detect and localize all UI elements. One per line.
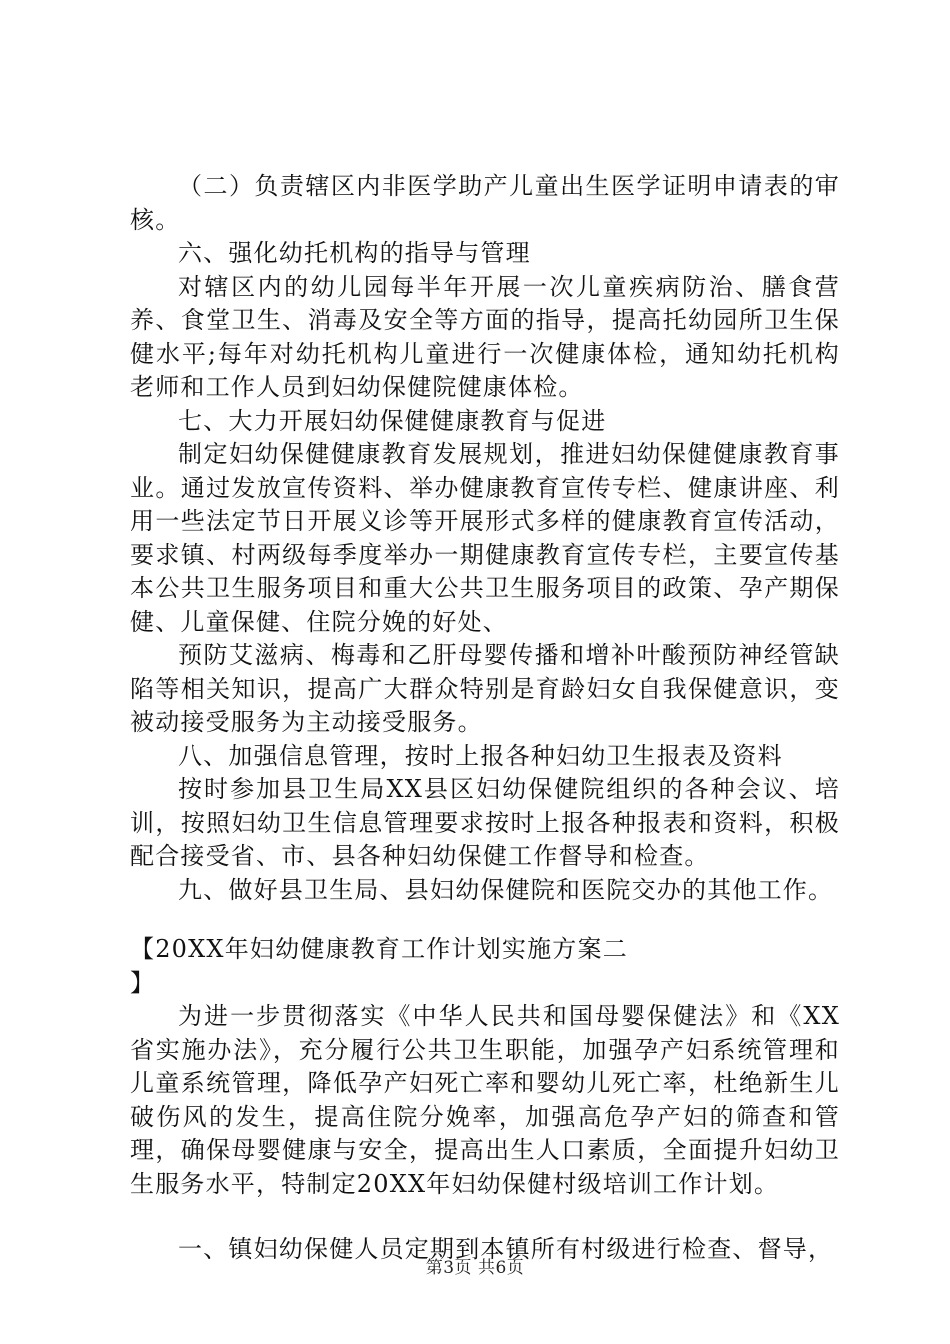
paragraph-prevention: 预防艾滋病、梅毒和乙肝母婴传播和增补叶酸预防神经管缺陷等相关知识，提高广大群众特别是育龄妇女自我保健意识，变被动接受服务为主动接受服务。 [130, 641, 840, 736]
spacer [130, 1201, 840, 1233]
page-number: 第3页 共6页 [425, 1258, 525, 1278]
heading-section-8: 八、加强信息管理，按时上报各种妇幼卫生报表及资料 [178, 741, 783, 770]
document-body [130, 170, 840, 1267]
heading-section-7: 七、大力开展妇幼保健健康教育与促进 [178, 406, 607, 435]
paragraph-inspection: 一、镇妇幼保健人员定期到本镇所有村级进行检查、督导， [178, 1235, 834, 1263]
paragraph-review: （二）负责辖区内非医学助产儿童出生医学证明申请表的审核。 [130, 172, 840, 234]
section-title-bracket: 】 [130, 968, 156, 997]
paragraph-information: 按时参加县卫生局XX县区妇幼保健院组织的各种会议、培训，按照妇幼卫生信息管理要求按时上报各种报表和资料，积极配合接受省、市、县各种妇幼保健工作督导和检查。 [130, 775, 840, 870]
heading-section-6: 六、强化幼托机构的指导与管理 [178, 239, 531, 267]
section-title: 【20XX年妇幼健康教育工作计划实施方案二 [130, 935, 628, 963]
spacer [130, 907, 840, 933]
paragraph-kindergarten: 对辖区内的幼儿园每半年开展一次儿童疾病防治、膳食营养、食堂卫生、消毒及安全等方面的指导，提高托幼园所卫生保健水平;每年对幼托机构儿童进行一次健康体检，通知幼托机构老师和工作人员到妇幼保健院健康体检。 [130, 272, 840, 401]
heading-section-9: 九、做好县卫生局、县妇幼保健院和医院交办的其他工作。 [178, 875, 834, 904]
paragraph-intro: 为进一步贯彻落实《中华人民共和国母婴保健法》和《XX省实施办法》，充分履行公共卫生职能，加强孕产妇系统管理和儿童系统管理，降低孕产妇死亡率和婴幼儿死亡率，杜绝新生儿破伤风的发生，提高住院分娩率，加强高危孕产妇的筛查和管理，确保母婴健康与安全，提高出生人口素质，全面提升妇幼卫生服务水平，特制定20XX年妇幼保健村级培训工作计划。 [130, 1002, 840, 1198]
paragraph-health-education: 制定妇幼保健健康教育发展规划，推进妇幼保健健康教育事业。通过发放宣传资料、举办健康教育宣传专栏、健康讲座、利用一些法定节日开展义诊等开展形式多样的健康教育宣传活动，要求镇、村两级每季度举办一期健康教育宣传专栏，主要宣传基本公共卫生服务项目和重大公共卫生服务项目的政策、孕产期保健、儿童保健、住院分娩的好处、 [130, 440, 840, 636]
